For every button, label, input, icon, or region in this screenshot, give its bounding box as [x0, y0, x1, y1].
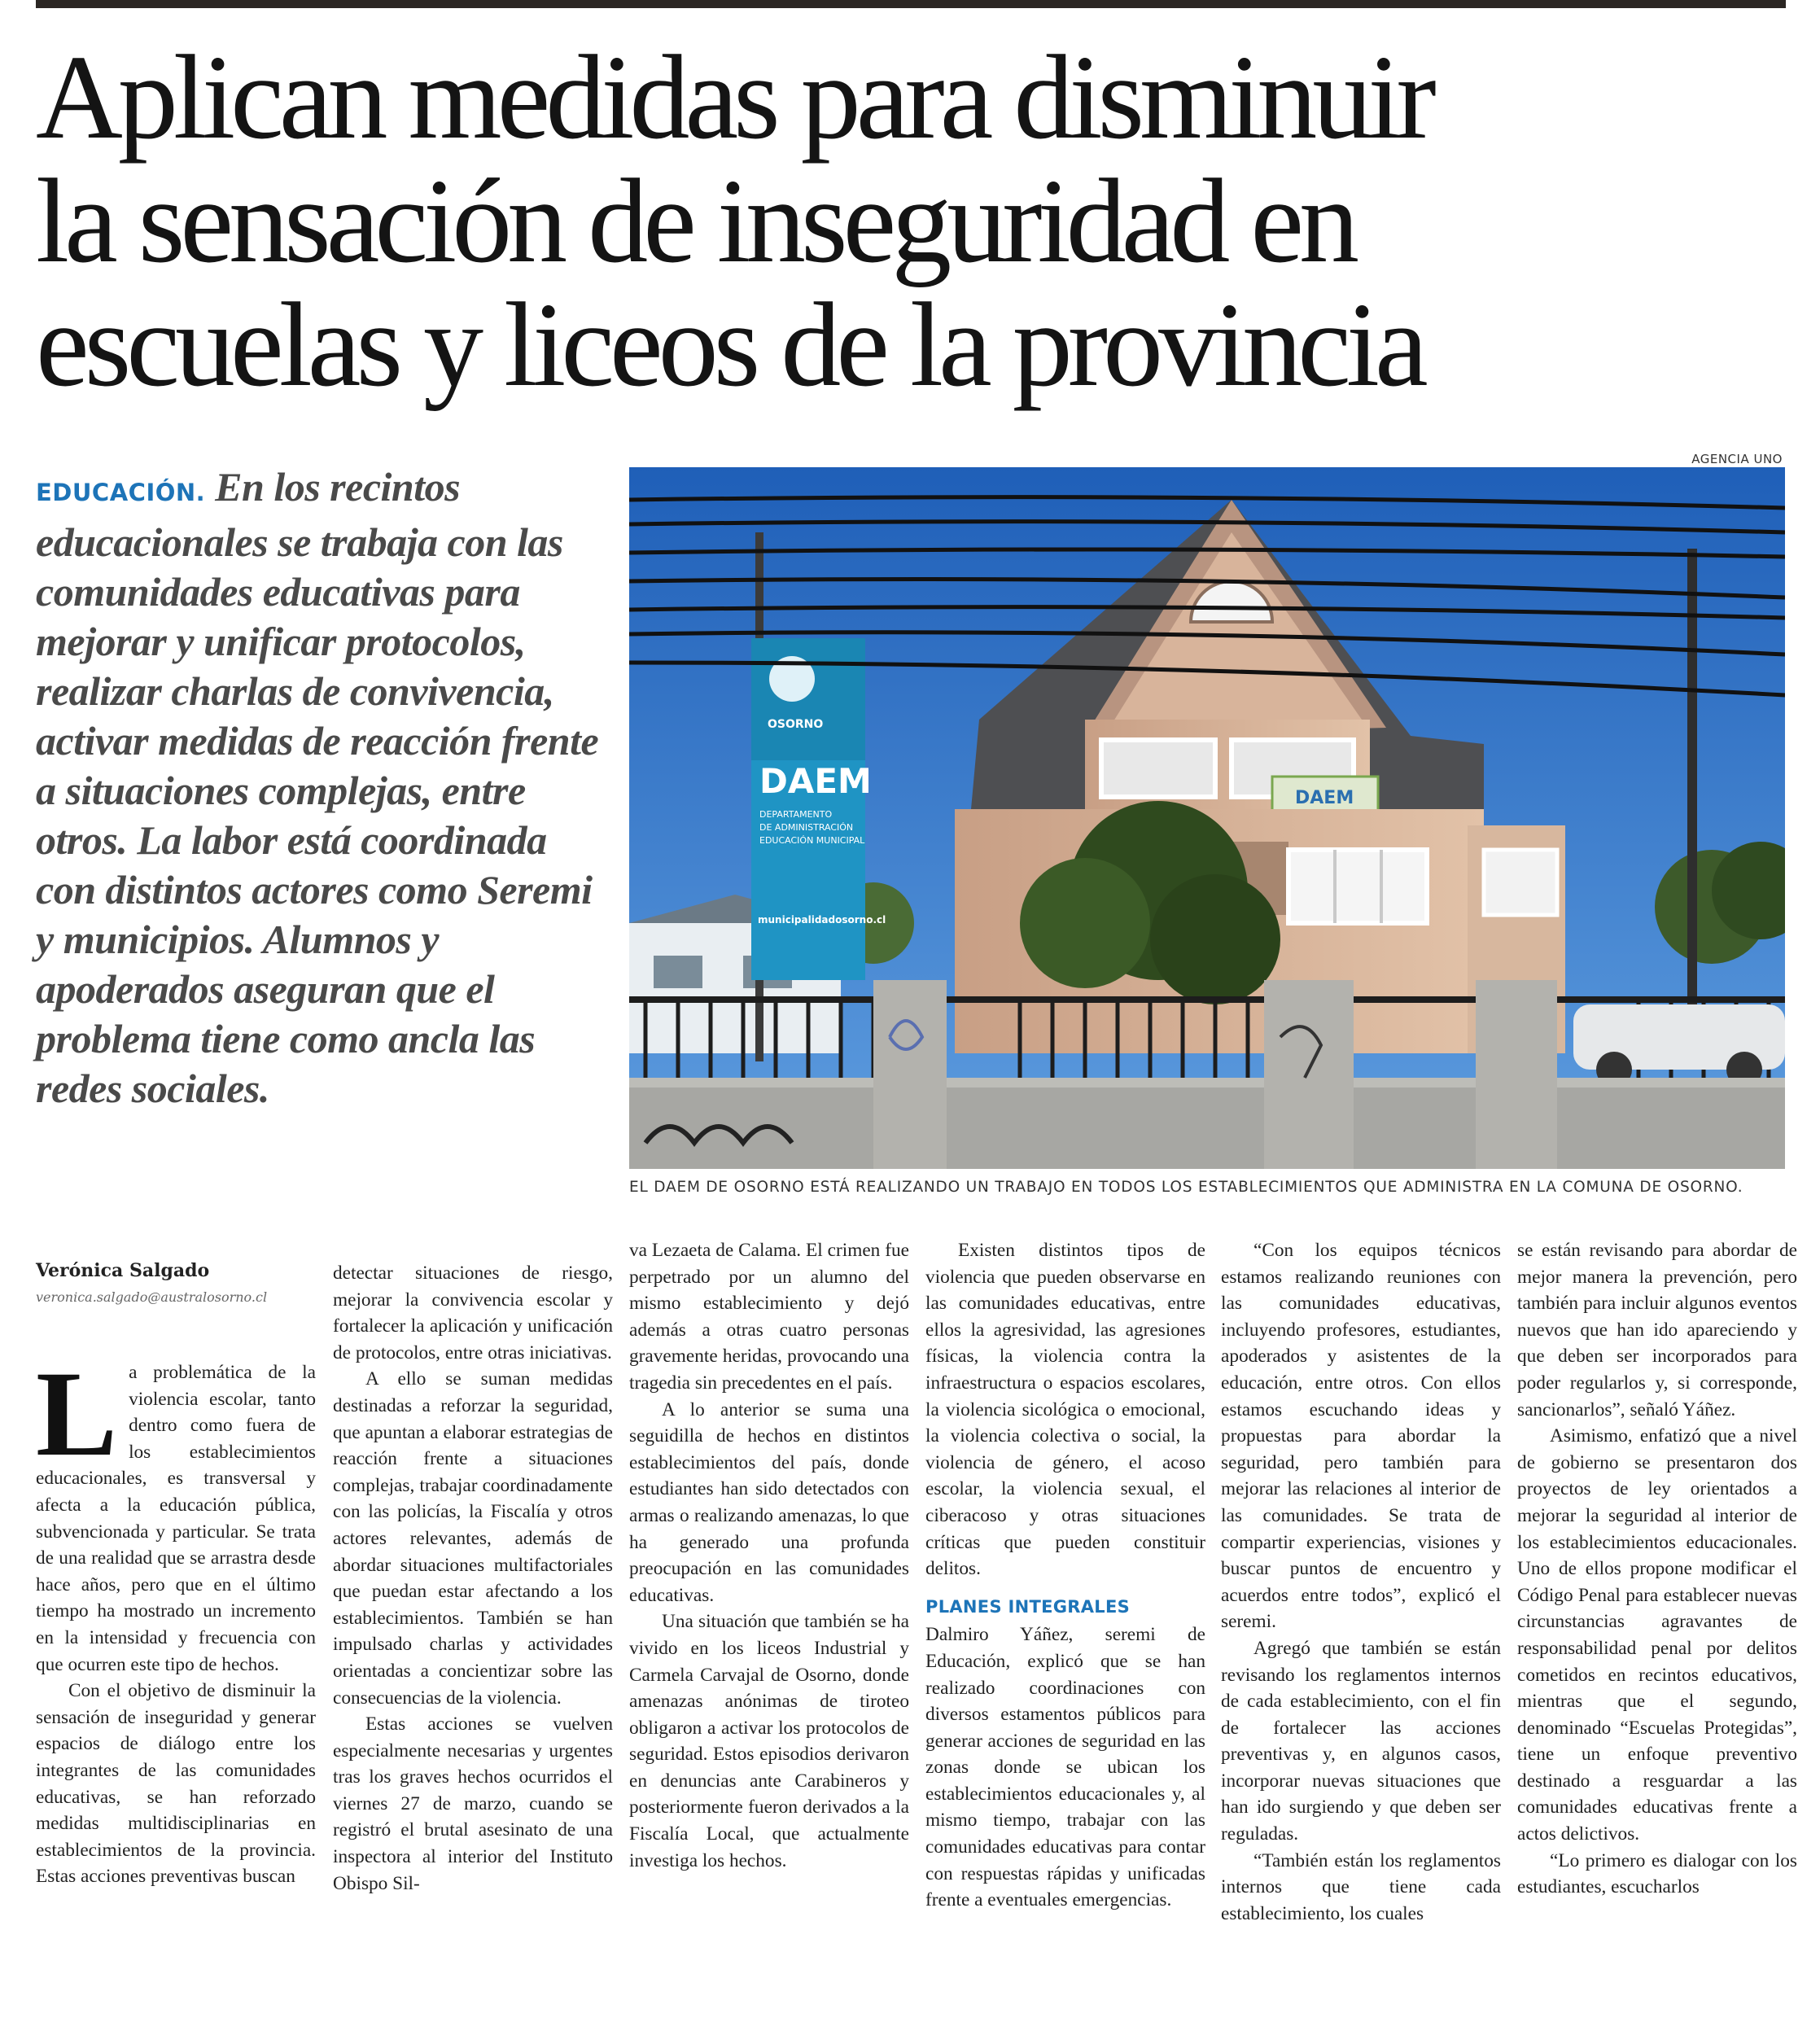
body-column-4 — [925, 1237, 1205, 1914]
paragraph: Dalmiro Yáñez, seremi de Educación, explicó que se han realizado coordinaciones con diversos estamentos públicos para generar acciones de seguridad en las zonas donde se ubican los establecimientos educacionales y, al mismo tiempo, trabajar con las comunidades educativas para contar con respuestas rápidas y unificadas frente a eventuales emergencias. — [925, 1624, 1205, 1911]
sign-title: DAEM — [759, 761, 872, 801]
paragraph: detectar situaciones de riesgo, mejorar la convivencia escolar y fortalecer la aplicación y unificación de protocolos, entre otras iniciativas. — [333, 1263, 613, 1363]
headline-line-1: Aplican medidas para disminuir — [36, 31, 1432, 164]
paragraph: va Lezaeta de Calama. El crimen fue perpetrado por un alumno del mismo establecimiento y dejó además a otras cuatro personas gravemente heridas, provocando una tragedia sin precedentes en el país. — [629, 1240, 909, 1394]
headline-line-3: escuelas y liceos de la provincia — [36, 278, 1424, 412]
photo-caption: EL DAEM DE OSORNO ESTÁ REALIZANDO UN TRABAJO EN TODOS LOS ESTABLECIMIENTOS QUE ADMINISTRA EN LA COMUNA DE OSORNO. — [629, 1179, 1743, 1196]
subhead: PLANES INTEGRALES — [925, 1596, 1131, 1617]
sign-subtitle-1: DEPARTAMENTO — [759, 809, 833, 820]
paragraph: Agregó que también se están revisando los reglamentos internos de cada establecimiento, con el fin de fortalecer las acciones preventivas y, en algunos casos, incorporar nuevas situaciones que han ido surgiendo y que deben ser reguladas. — [1221, 1637, 1501, 1845]
byline — [36, 1260, 313, 1305]
paragraph-text: a problemática de la violencia escolar, tanto dentro como fuera de los establecimientos educacionales, es transversal y afecta a la educación pública, subvencionada y particular. Se trata de una realidad que se arrastra desde hace años, pero que en el último tiempo ha mostrado un incremento en la intensidad y frecuencia con que ocurren este tipo de hechos. — [36, 1362, 316, 1675]
sign-subtitle-2: DE ADMINISTRACIÓN — [759, 822, 854, 833]
paragraph: A lo anterior se suma una seguidilla de hechos en distintos establecimientos del país, donde estudiantes han sido detectados con armas o realizando amenazas, lo que ha generado una profunda preocupación en las comunidades educativas. — [629, 1398, 909, 1606]
paragraph: se están revisando para abordar de mejor manera la prevención, pero también para incluir algunos eventos nuevos que han ido apareciendo y que deben ser incorporados para poder regularlos y, si corresponde, sancionarlos”, señaló Yáñez. — [1517, 1240, 1797, 1420]
paragraph: “Con los equipos técnicos estamos realizando reuniones con las comunidades educativas, incluyendo profesores, estudiantes, apoderados y asistentes de la educación, entre otros. Con ellos estamos escuchando ideas y propuestas para abordar la seguridad, pero también para mejorar las relaciones al interior de las comunidades. Se trata de compartir experiencias, visiones y buscar puntos de encuentro y acuerdos entre todos”, explicó el seremi. — [1221, 1240, 1501, 1633]
author-name: Verónica Salgado — [36, 1260, 210, 1281]
paragraph: Estas acciones se vuelven especialmente necesarias y urgentes tras los graves hechos ocurridos el viernes 27 de marzo, cuando se registró el brutal asesinato de una inspectora al interior del Instituto Obispo Sil- — [333, 1713, 613, 1894]
body-column-3 — [629, 1237, 909, 1874]
banner-text: DAEM — [1295, 788, 1354, 808]
paragraph: A ello se suman medidas destinadas a reforzar la seguridad, que apuntan a elaborar estrategias de reacción frente a situaciones complejas, trabajar coordinadamente con las policías, la Fiscalía y otros actores relevantes, además de abordar situaciones multifactoriales que puedan estar afectando a los establecimientos. También se han impulsado charlas y actividades orientadas a concientizar sobre las consecuencias de la violencia. — [333, 1368, 613, 1709]
photo-credit: AGENCIA UNO — [1691, 452, 1783, 466]
headline-line-2: la sensación de inseguridad en — [36, 155, 1355, 288]
article-photo — [629, 467, 1785, 1169]
sign-subtitle-3: EDUCACIÓN MUNICIPAL — [759, 835, 865, 846]
lead-paragraph — [36, 462, 606, 1114]
paragraph: Con el objetivo de disminuir la sensación de inseguridad y generar espacios de diálogo entre los integrantes de las comunidades educativas, se han reforzado medidas multidisciplinarias en establecimientos de la provincia. Estas acciones preventivas buscan — [36, 1680, 316, 1888]
sign-web: municipalidadosorno.cl — [758, 914, 886, 926]
paragraph: Una situación que también se ha vivido en los liceos Industrial y Carmela Carvajal de Osorno, donde amenazas anónimas de tiroteo obligaron a activar los protocolos de seguridad. Estos episodios derivaron en denuncias ante Carabineros y posteriormente fueron derivados a la Fiscalía Local, que actualmente investiga los hechos. — [629, 1611, 909, 1871]
headline — [36, 31, 1802, 412]
paragraph: Existen distintos tipos de violencia que pueden observarse en las comunidades educativas, entre ellos la agresividad, las agresiones físicas, la violencia contra la infraestructura o espacios escolares, la violencia sicológica o emocional, la violencia colectiva o social, la violencia de género, el acoso escolar, la violencia sexual, el ciberacoso y otras situaciones críticas que pueden constituir delitos. — [925, 1240, 1205, 1580]
author-email: veronica.salgado@australosorno.cl — [36, 1289, 268, 1305]
paragraph: Asimismo, enfatizó que a nivel de gobierno se presentaron dos proyectos de ley orientados a mejorar la seguridad al interior de los establecimientos educacionales. Uno de ellos propone modificar el Código Penal para establecer nuevas circunstancias agravantes de responsabilidad penal por delitos cometidos en recintos educativos, mientras que el segundo, denominado “Escuelas Protegidas”, tiene un enfoque preventivo destinado a resguardar a las comunidades educativas frente a actos delictivos. — [1517, 1425, 1797, 1845]
paragraph: “También están los reglamentos internos que tiene cada establecimiento, los cuales — [1221, 1849, 1501, 1924]
lead-text: En los recintos educacionales se trabaja con las comunidades educativas para mejorar y unificar protocolos, realizar charlas de convivencia, activar medidas de reacción frente a situaciones complejas, entre otros. La labor está coordinada con distintos actores como Seremi y municipios. Alumnos y apoderados aseguran que el problema tiene como ancla las redes sociales. — [36, 464, 599, 1111]
body-column-2 — [333, 1260, 613, 1897]
body-column-6 — [1517, 1237, 1797, 1901]
sign-city: OSORNO — [768, 718, 824, 731]
body-column-1 — [36, 1346, 316, 1890]
section-kicker: EDUCACIÓN. — [36, 479, 206, 506]
paragraph: “Lo primero es dialogar con los estudiantes, escucharlos — [1517, 1849, 1797, 1898]
top-rule — [36, 0, 1786, 8]
body-column-5 — [1221, 1237, 1501, 1927]
paragraph — [36, 1346, 316, 1678]
drop-cap: L — [36, 1346, 118, 1481]
